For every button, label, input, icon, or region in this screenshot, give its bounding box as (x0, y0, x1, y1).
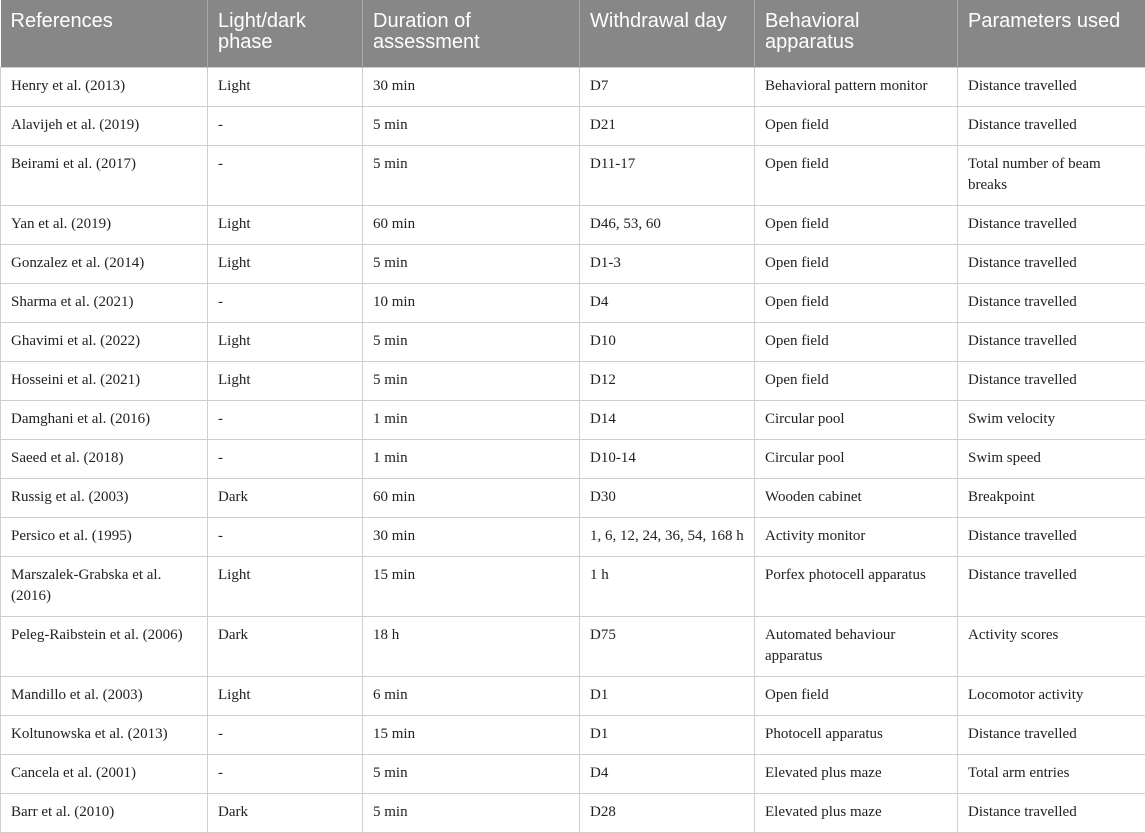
column-header-light-dark-phase: Light/dark phase (208, 0, 363, 68)
phase-cell: - (208, 284, 363, 323)
column-header-withdrawal-day: Withdrawal day (580, 0, 755, 68)
apparatus-cell: Behavioral pattern monitor (755, 68, 958, 107)
table-row (1, 68, 1145, 107)
phase-cell: Dark (208, 617, 363, 677)
column-header-duration: Duration of assessment (363, 0, 580, 68)
phase-cell: Dark (208, 479, 363, 518)
withdrawal-day-cell: D21 (580, 107, 755, 146)
duration-cell: 1 min (363, 440, 580, 479)
apparatus-cell: Elevated plus maze (755, 794, 958, 833)
reference-cell: Barr et al. (2010) (1, 794, 208, 833)
withdrawal-day-cell: D1-3 (580, 245, 755, 284)
reference-cell: Persico et al. (1995) (1, 518, 208, 557)
withdrawal-day-cell: D4 (580, 284, 755, 323)
table-row (1, 107, 1145, 146)
table-row (1, 146, 1145, 206)
apparatus-cell: Circular pool (755, 440, 958, 479)
duration-cell: 5 min (363, 146, 580, 206)
withdrawal-day-cell: D46, 53, 60 (580, 206, 755, 245)
parameter-cell: Swim velocity (958, 401, 1145, 440)
withdrawal-day-cell: D12 (580, 362, 755, 401)
parameter-cell: Total number of beam breaks (958, 146, 1145, 206)
duration-cell: 5 min (363, 362, 580, 401)
apparatus-cell: Porfex photocell apparatus (755, 557, 958, 617)
reference-cell: Henry et al. (2013) (1, 68, 208, 107)
duration-cell: 5 min (363, 245, 580, 284)
apparatus-cell: Activity monitor (755, 518, 958, 557)
column-header-apparatus: Behavioral apparatus (755, 0, 958, 68)
apparatus-cell: Automated behaviour apparatus (755, 617, 958, 677)
reference-cell: Saeed et al. (2018) (1, 440, 208, 479)
duration-cell: 6 min (363, 677, 580, 716)
phase-cell: Light (208, 323, 363, 362)
table-row (1, 206, 1145, 245)
table-row (1, 557, 1145, 617)
apparatus-cell: Elevated plus maze (755, 755, 958, 794)
parameter-cell: Distance travelled (958, 206, 1145, 245)
table-header (1, 0, 1145, 68)
withdrawal-day-cell: D30 (580, 479, 755, 518)
duration-cell: 30 min (363, 518, 580, 557)
duration-cell: 10 min (363, 284, 580, 323)
reference-cell: Cancela et al. (2001) (1, 755, 208, 794)
reference-cell: Gonzalez et al. (2014) (1, 245, 208, 284)
apparatus-cell: Open field (755, 245, 958, 284)
apparatus-cell: Open field (755, 146, 958, 206)
withdrawal-day-cell: D75 (580, 617, 755, 677)
reference-cell: Alavijeh et al. (2019) (1, 107, 208, 146)
table-row (1, 245, 1145, 284)
duration-cell: 60 min (363, 206, 580, 245)
parameter-cell: Activity scores (958, 617, 1145, 677)
duration-cell: 60 min (363, 479, 580, 518)
withdrawal-day-cell: D4 (580, 755, 755, 794)
duration-cell: 15 min (363, 716, 580, 755)
withdrawal-day-cell: D28 (580, 794, 755, 833)
phase-cell: - (208, 755, 363, 794)
parameter-cell: Total arm entries (958, 755, 1145, 794)
column-header-parameters: Parameters used (958, 0, 1145, 68)
duration-cell: 5 min (363, 323, 580, 362)
withdrawal-day-cell: D11-17 (580, 146, 755, 206)
table-row (1, 518, 1145, 557)
phase-cell: - (208, 518, 363, 557)
reference-cell: Mandillo et al. (2003) (1, 677, 208, 716)
reference-cell: Beirami et al. (2017) (1, 146, 208, 206)
duration-cell: 15 min (363, 557, 580, 617)
column-header-references: References (1, 0, 208, 68)
phase-cell: - (208, 146, 363, 206)
phase-cell: Light (208, 362, 363, 401)
reference-cell: Koltunowska et al. (2013) (1, 716, 208, 755)
header-row (1, 0, 1145, 68)
table-row (1, 362, 1145, 401)
table-row (1, 716, 1145, 755)
reference-cell: Hosseini et al. (2021) (1, 362, 208, 401)
duration-cell: 5 min (363, 755, 580, 794)
phase-cell: Dark (208, 794, 363, 833)
phase-cell: - (208, 716, 363, 755)
parameter-cell: Locomotor activity (958, 677, 1145, 716)
duration-cell: 5 min (363, 794, 580, 833)
phase-cell: - (208, 107, 363, 146)
phase-cell: Light (208, 557, 363, 617)
withdrawal-day-cell: 1 h (580, 557, 755, 617)
table-row (1, 479, 1145, 518)
phase-cell: - (208, 440, 363, 479)
reference-cell: Damghani et al. (2016) (1, 401, 208, 440)
apparatus-cell: Open field (755, 206, 958, 245)
parameter-cell: Distance travelled (958, 362, 1145, 401)
table-row (1, 401, 1145, 440)
reference-cell: Sharma et al. (2021) (1, 284, 208, 323)
parameter-cell: Distance travelled (958, 68, 1145, 107)
reference-cell: Peleg-Raibstein et al. (2006) (1, 617, 208, 677)
phase-cell: Light (208, 677, 363, 716)
parameter-cell: Distance travelled (958, 284, 1145, 323)
apparatus-cell: Photocell apparatus (755, 716, 958, 755)
apparatus-cell: Wooden cabinet (755, 479, 958, 518)
parameter-cell: Distance travelled (958, 518, 1145, 557)
withdrawal-day-cell: 1, 6, 12, 24, 36, 54, 168 h (580, 518, 755, 557)
withdrawal-day-cell: D10-14 (580, 440, 755, 479)
apparatus-cell: Circular pool (755, 401, 958, 440)
apparatus-cell: Open field (755, 323, 958, 362)
parameter-cell: Distance travelled (958, 716, 1145, 755)
apparatus-cell: Open field (755, 677, 958, 716)
reference-cell: Ghavimi et al. (2022) (1, 323, 208, 362)
duration-cell: 30 min (363, 68, 580, 107)
parameter-cell: Distance travelled (958, 557, 1145, 617)
duration-cell: 5 min (363, 107, 580, 146)
table-row (1, 284, 1145, 323)
table-row (1, 755, 1145, 794)
parameter-cell: Swim speed (958, 440, 1145, 479)
phase-cell: Light (208, 206, 363, 245)
withdrawal-day-cell: D14 (580, 401, 755, 440)
withdrawal-day-cell: D7 (580, 68, 755, 107)
table-row (1, 794, 1145, 833)
apparatus-cell: Open field (755, 284, 958, 323)
parameter-cell: Breakpoint (958, 479, 1145, 518)
table-row (1, 440, 1145, 479)
withdrawal-day-cell: D1 (580, 716, 755, 755)
parameter-cell: Distance travelled (958, 794, 1145, 833)
reference-cell: Marszalek-Grabska et al. (2016) (1, 557, 208, 617)
table-body (1, 68, 1145, 833)
table-row (1, 323, 1145, 362)
parameter-cell: Distance travelled (958, 245, 1145, 284)
table-row (1, 617, 1145, 677)
duration-cell: 18 h (363, 617, 580, 677)
duration-cell: 1 min (363, 401, 580, 440)
phase-cell: - (208, 401, 363, 440)
withdrawal-day-cell: D1 (580, 677, 755, 716)
phase-cell: Light (208, 245, 363, 284)
parameter-cell: Distance travelled (958, 323, 1145, 362)
apparatus-cell: Open field (755, 107, 958, 146)
phase-cell: Light (208, 68, 363, 107)
parameter-cell: Distance travelled (958, 107, 1145, 146)
apparatus-cell: Open field (755, 362, 958, 401)
table-row (1, 677, 1145, 716)
withdrawal-day-cell: D10 (580, 323, 755, 362)
reference-cell: Russig et al. (2003) (1, 479, 208, 518)
reference-cell: Yan et al. (2019) (1, 206, 208, 245)
